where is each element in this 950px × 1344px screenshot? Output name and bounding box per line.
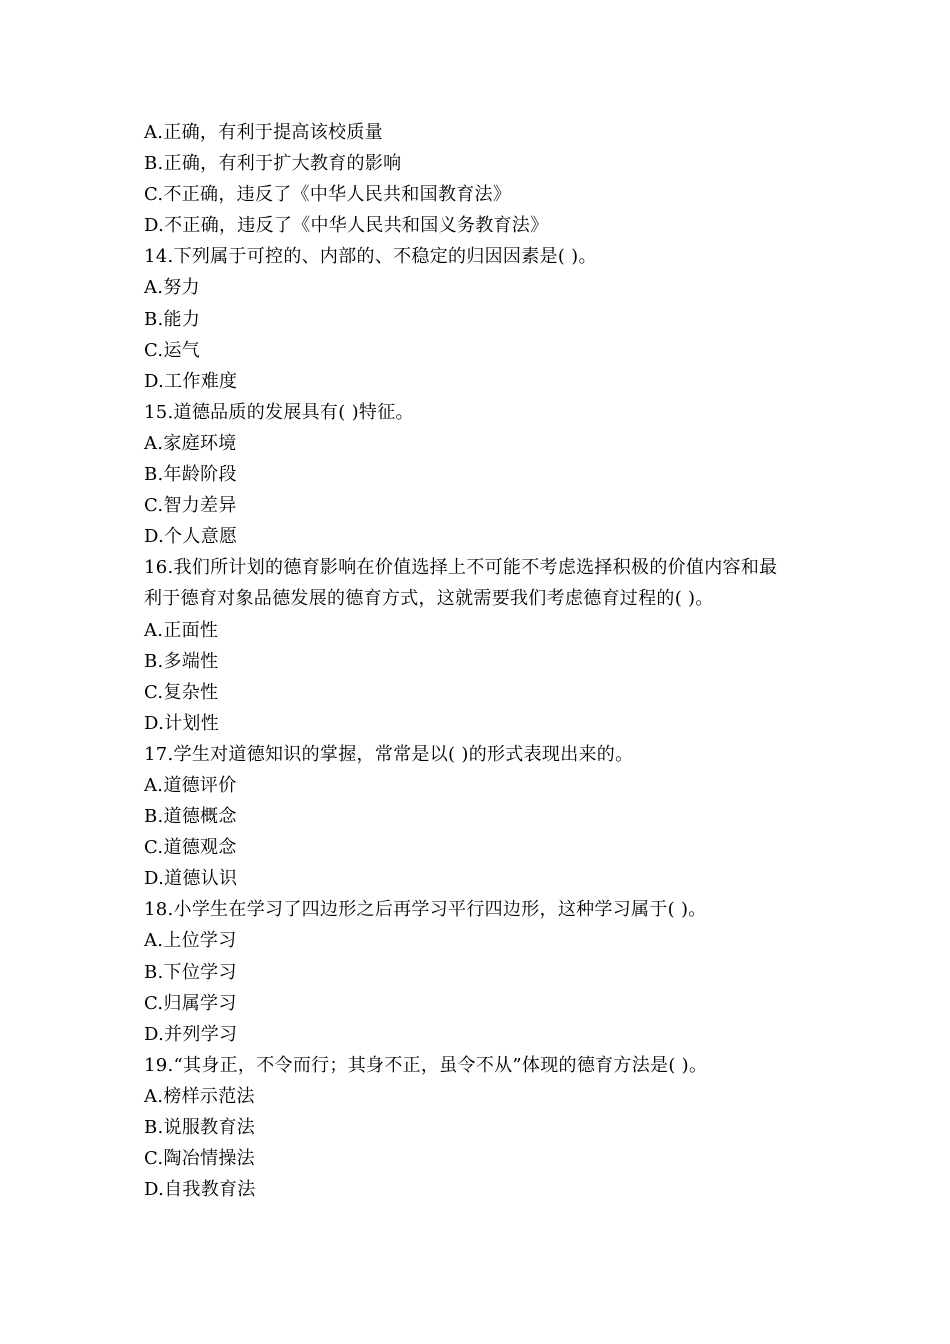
- option-line: C.归属学习: [144, 992, 237, 1014]
- option-line: C.智力差异: [144, 495, 237, 517]
- option-line: C.道德观念: [144, 837, 237, 859]
- question-14: 14.下列属于可控的、内部的、不稳定的归因因素是( )。: [144, 246, 597, 268]
- option-line: B.说服教育法: [144, 1117, 256, 1138]
- option-line: D.个人意愿: [144, 526, 238, 548]
- option-line: B.正确，有利于扩大教育的影响: [144, 153, 402, 175]
- option-line: D.不正确，违反了《中华人民共和国义务教育法》: [144, 215, 549, 237]
- option-line: C.陶冶情操法: [144, 1148, 255, 1170]
- option-line: A.上位学习: [144, 930, 237, 952]
- document-text: [144, 117, 824, 1205]
- option-line: B.下位学习: [144, 961, 237, 983]
- question-17: 17.学生对道德知识的掌握，常常是以( )的形式表现出来的。: [144, 743, 634, 765]
- question-16-continued: 利于德育对象品德发展的德育方式，这就需要我们考虑德育过程的( )。: [144, 588, 714, 610]
- option-line: A.道德评价: [144, 774, 237, 796]
- question-19: 19.“其身正，不令而行；其身不正，虽令不从”体现的德育方法是( )。: [144, 1054, 708, 1076]
- question-18: 18.小学生在学习了四边形之后再学习平行四边形，这种学习属于( )。: [144, 899, 707, 921]
- option-line: B.道德概念: [144, 806, 237, 828]
- option-line: A.家庭环境: [144, 432, 237, 454]
- option-line: D.并列学习: [144, 1023, 238, 1045]
- option-line: D.工作难度: [144, 370, 238, 392]
- option-line: A.努力: [144, 277, 200, 299]
- option-line: C.运气: [144, 339, 201, 361]
- option-line: B.年龄阶段: [144, 464, 237, 486]
- option-line: A.正确，有利于提高该校质量: [144, 122, 383, 143]
- option-line: B.多端性: [144, 650, 219, 672]
- option-line: A.榜样示范法: [144, 1085, 255, 1107]
- option-line: C.复杂性: [144, 681, 219, 703]
- option-line: D.道德认识: [144, 868, 238, 890]
- option-line: D.计划性: [144, 712, 220, 734]
- option-line: C.不正确，违反了《中华人民共和国教育法》: [144, 184, 512, 206]
- option-line: D.自我教育法: [144, 1179, 256, 1201]
- option-line: A.正面性: [144, 619, 219, 641]
- option-line: B.能力: [144, 308, 201, 330]
- question-15: 15.道德品质的发展具有( )特征。: [144, 401, 414, 423]
- question-16: 16.我们所计划的德育影响在价值选择上不可能不考虑选择积极的价值内容和最: [144, 557, 778, 579]
